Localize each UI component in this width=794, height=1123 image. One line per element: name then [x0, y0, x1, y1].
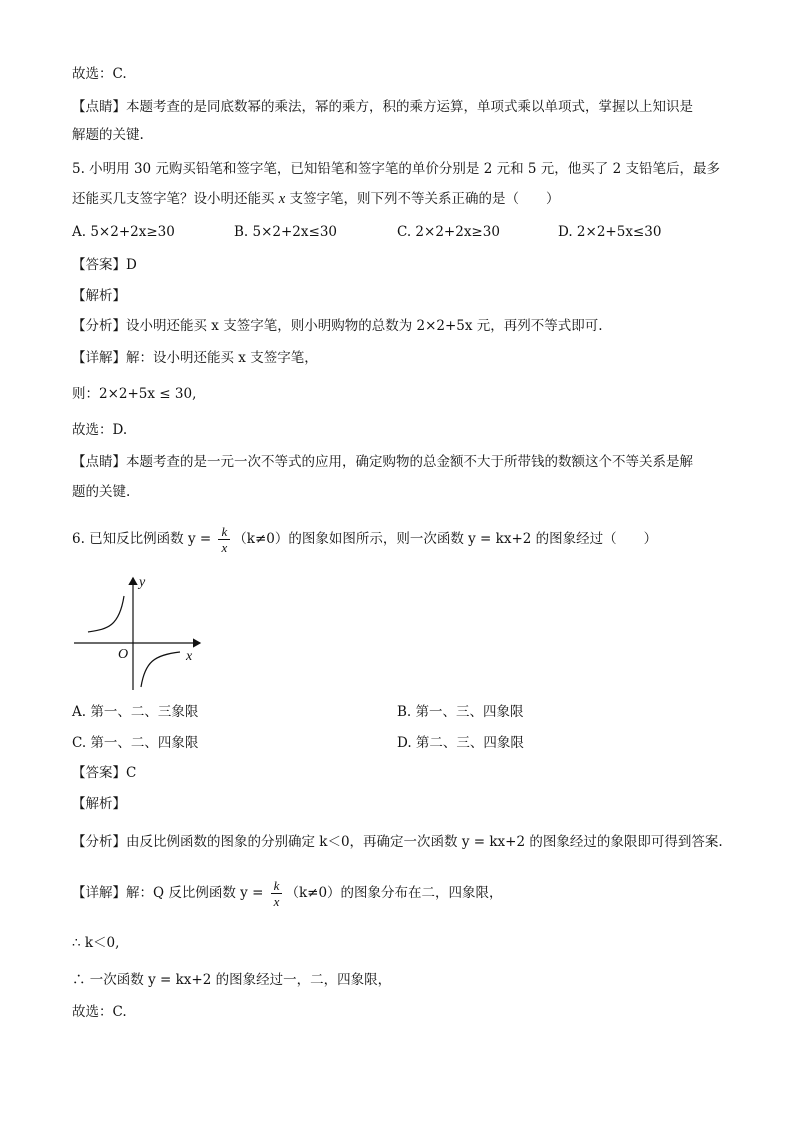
q6-analysis-tag: 【解析】 — [72, 796, 126, 812]
q5-answer — [72, 255, 137, 275]
q5-stem-2 — [72, 189, 560, 209]
q5-option-b: B. 5×2+2x≤30 — [234, 224, 337, 240]
q4-comment-2: 解题的关键. — [72, 127, 144, 143]
answer-tag: 【答案】 — [72, 257, 126, 273]
q6-detail-3: ∴ 一次函数 y = kx+2 的图象经过一，二，四象限， — [72, 972, 392, 988]
fraction-numerator: k — [271, 878, 283, 894]
fenxi-text: 由反比例函数的图象的分别确定 k＜0，再确定一次函数 y = kx+2 的图象经过的象限即可得到答案. — [126, 834, 723, 850]
stem-variable: x — [278, 191, 286, 207]
hyperbola-graph — [72, 572, 212, 694]
q5-option-a: A. 5×2+2x≥30 — [72, 224, 175, 240]
detail-text: （k≠0）的图象分布在二，四象限， — [285, 885, 503, 901]
answer-value: C — [126, 765, 137, 781]
answer-value: D — [126, 257, 137, 273]
q6-answer — [72, 763, 136, 783]
x-axis-label: x — [186, 649, 193, 664]
detail-text: 解：Q 反比例函数 y = — [126, 885, 268, 901]
comment-tag: 【点睛】 — [72, 99, 126, 115]
q4-comment-1 — [72, 97, 693, 117]
q5-detail-2: 则：2×2+5x ≤ 30, — [72, 386, 197, 402]
comment-tag: 【点睛】 — [72, 454, 126, 470]
fenxi-tag: 【分析】 — [72, 318, 126, 334]
q6-option-b: B. 第一、三、四象限 — [397, 704, 524, 720]
hyperbola-branch-quadrant-4 — [141, 652, 180, 687]
fraction-numerator: k — [218, 524, 230, 540]
q6-fenxi — [72, 832, 723, 852]
q6-option-c: C. 第一、二、四象限 — [72, 735, 199, 751]
fenxi-tag: 【分析】 — [72, 834, 126, 850]
q6-final: 故选：C. — [72, 1004, 127, 1020]
q5-comment-1 — [72, 452, 693, 472]
q6-option-a: A. 第一、二、三象限 — [72, 704, 199, 720]
q6-stem — [72, 522, 657, 556]
stem-text: 支签字笔，则下列不等关系正确的是（ ） — [285, 191, 560, 207]
comment-text: 本题考查的是一元一次不等式的应用，确定购物的总金额不大于所带钱的数额这个不等关系是解 — [126, 454, 693, 470]
fenxi-text: 设小明还能买 x 支签字笔，则小明购物的总数为 2×2+5x 元，再列不等式即可. — [126, 318, 603, 334]
q5-option-d: D. 2×2+5x≤30 — [558, 224, 662, 240]
q5-final: 故选：D. — [72, 422, 128, 438]
q6-detail-1 — [72, 876, 503, 910]
stem-text: （k≠0）的图象如图所示，则一次函数 y = kx+2 的图象经过（ ） — [233, 531, 658, 547]
detail-text: 解：设小明还能买 x 支签字笔， — [126, 350, 318, 366]
q5-detail-1 — [72, 348, 318, 368]
q5-comment-2: 题的关键. — [72, 484, 131, 500]
fraction-denominator: x — [273, 894, 280, 909]
q5-option-c: C. 2×2+2x≥30 — [397, 224, 500, 240]
origin-label: O — [118, 647, 129, 662]
q4-answer-line: 故选：C. — [72, 66, 127, 82]
hyperbola-branch-quadrant-2 — [88, 596, 124, 632]
q5-analysis-tag: 【解析】 — [72, 288, 126, 304]
q6-detail-2: ∴ k＜0, — [72, 935, 120, 951]
q5-fenxi — [72, 316, 603, 336]
fraction-denominator: x — [221, 540, 228, 555]
detail-tag: 【详解】 — [72, 885, 126, 901]
comment-text: 本题考查的是同底数幂的乘法，幂的乘方，积的乘方运算，单项式乘以单项式，掌握以上知识是 — [126, 99, 693, 115]
q5-stem-1: 5. 小明用 30 元购买铅笔和签字笔，已知铅笔和签字笔的单价分别是 2 元和 5 元，他买了 2 支铅笔后，最多 — [72, 161, 720, 177]
fraction-k-over-x — [271, 878, 283, 909]
q6-option-d: D. 第二、三、四象限 — [397, 735, 524, 751]
fraction-k-over-x — [218, 524, 230, 555]
stem-text: 还能买几支签字笔？设小明还能买 — [72, 191, 279, 207]
answer-tag: 【答案】 — [72, 765, 126, 781]
y-axis-label: y — [139, 575, 146, 590]
detail-tag: 【详解】 — [72, 350, 126, 366]
stem-text: 6. 已知反比例函数 y = — [72, 531, 216, 547]
